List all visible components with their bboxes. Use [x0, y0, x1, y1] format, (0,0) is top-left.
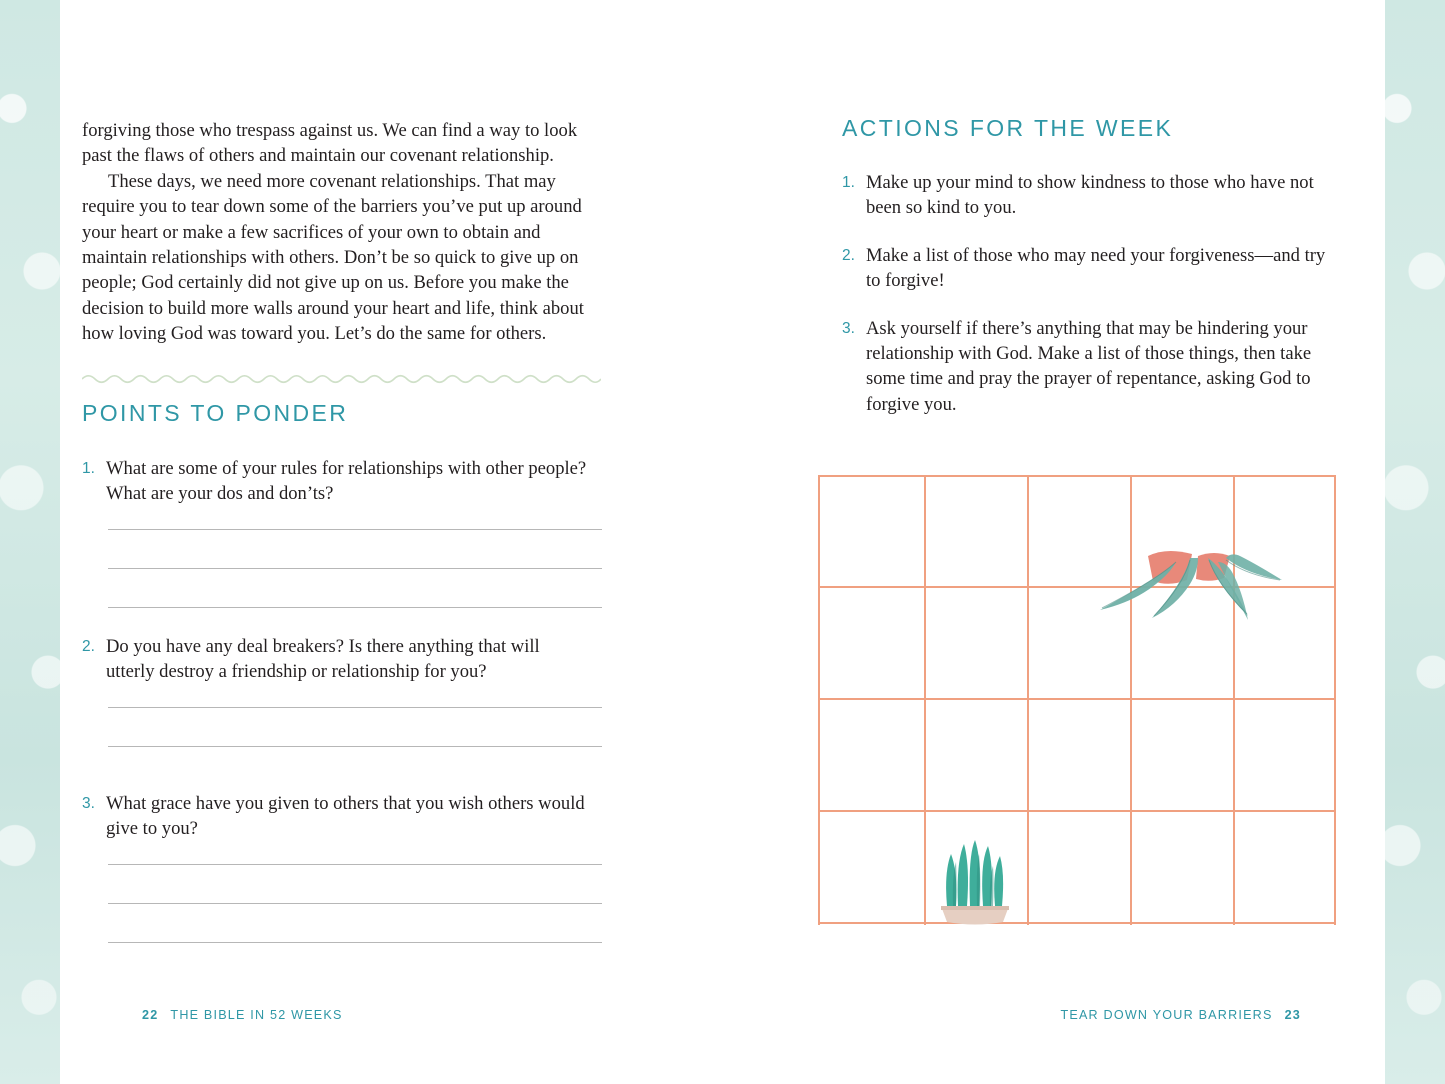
running-head-right: TEAR DOWN YOUR BARRIERS — [1060, 1008, 1273, 1022]
answer-lines-2[interactable] — [108, 707, 602, 747]
answer-line[interactable] — [108, 607, 602, 608]
book-edge-left-decoration — [0, 0, 60, 1084]
list-number: 3. — [842, 319, 855, 337]
points-to-ponder-item-1 — [82, 456, 603, 608]
points-to-ponder-item-3 — [82, 791, 603, 943]
actions-for-the-week-heading: ACTIONS FOR THE WEEK — [842, 115, 1174, 141]
list-number: 2. — [82, 638, 95, 655]
grid-line-horizontal — [818, 922, 1336, 924]
grid-line-horizontal — [818, 698, 1336, 700]
actions-list — [842, 170, 1342, 417]
action-item-2 — [842, 243, 1342, 294]
grid-line-horizontal — [818, 810, 1336, 812]
points-to-ponder-item-2 — [82, 634, 603, 747]
right-page-footer — [1060, 1008, 1301, 1022]
grid-line-horizontal — [818, 475, 1336, 477]
action-item-3 — [842, 316, 1342, 418]
action-item-1 — [842, 170, 1342, 221]
action-text: Make up your mind to show kindness to those who have not been so kind to you. — [866, 172, 1314, 219]
grid-line-vertical — [818, 475, 820, 925]
list-number: 1. — [82, 460, 95, 477]
list-number: 1. — [842, 174, 855, 191]
question-text: Do you have any deal breakers? Is there anything that will utterly destroy a friendship or relationship for you? — [106, 636, 540, 683]
running-head-left: THE BIBLE IN 52 WEEKS — [170, 1008, 343, 1022]
answer-line[interactable] — [108, 568, 602, 569]
squiggle-divider — [82, 372, 601, 386]
trailing-succulent-illustration — [1080, 518, 1290, 638]
answer-lines-3[interactable] — [108, 864, 602, 943]
list-number: 3. — [82, 795, 95, 812]
question-text: What are some of your rules for relationships with other people? What are your dos and don’ts? — [106, 458, 587, 505]
page-number-left: 22 — [142, 1008, 159, 1022]
snake-plant-illustration — [927, 822, 1023, 925]
paragraph-1: forgiving those who trespass against us. We can find a way to look past the flaws of others and maintain our covenant relationship. — [82, 120, 578, 167]
answer-line[interactable] — [108, 707, 602, 708]
answer-line[interactable] — [108, 864, 602, 865]
paragraph-2: These days, we need more covenant relationships. That may require you to tear down some of the barriers you’ve put up around your heart or make a few sacrifices of your own to obtain and maintain relationships with others. Don’t be so quick to give up on people; God certainly did not give up on us. Before you make the decision to build more walls around your heart and life, think about how loving God was toward you. Let’s do the same for others. — [82, 170, 584, 345]
action-text: Make a list of those who may need your forgiveness—and try to forgive! — [866, 244, 1326, 292]
grid-line-vertical — [1334, 475, 1336, 925]
list-number: 2. — [842, 246, 855, 264]
points-to-ponder-heading: POINTS TO PONDER — [82, 400, 349, 426]
answer-line[interactable] — [108, 529, 602, 530]
answer-line[interactable] — [108, 903, 602, 904]
left-page — [60, 0, 722, 1084]
action-text: Ask yourself if there’s anything that may be hindering your relationship with God. Make a list of those things, then take some time and pray the prayer of repentance, asking God to forgive you. — [866, 317, 1312, 415]
book-edge-right-decoration — [1385, 0, 1445, 1084]
question-text: What grace have you given to others that you wish others would give to you? — [106, 793, 585, 840]
page-number-right: 23 — [1284, 1008, 1301, 1022]
answer-line[interactable] — [108, 942, 602, 943]
left-page-body-text — [82, 118, 599, 347]
grid-line-vertical — [1027, 475, 1029, 925]
answer-lines-1[interactable] — [108, 529, 602, 608]
answer-line[interactable] — [108, 746, 602, 747]
left-page-footer — [142, 1008, 343, 1022]
